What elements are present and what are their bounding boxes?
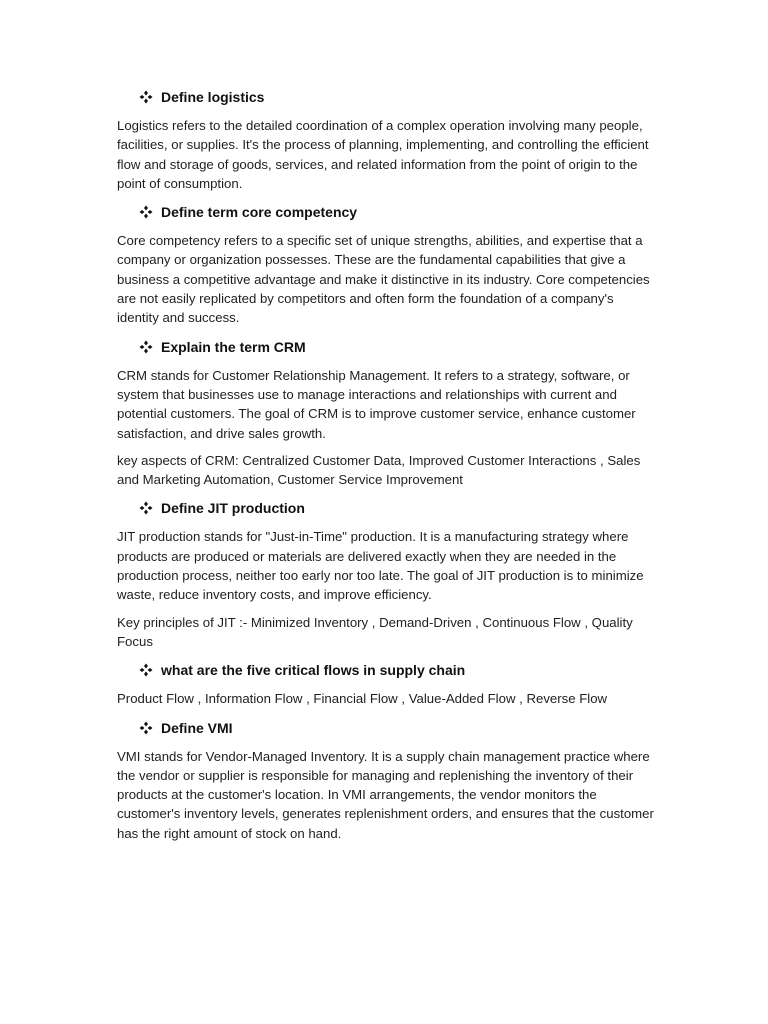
heading-text: what are the five critical flows in supply chain bbox=[161, 662, 466, 679]
paragraph: key aspects of CRM: Centralized Customer Data, Improved Customer Interactions , Sales and Marketing Automation, Customer Service Improvement bbox=[117, 452, 641, 488]
section-heading bbox=[139, 497, 657, 519]
four-diamond-bullet-icon bbox=[139, 340, 153, 354]
section-critical-flows bbox=[117, 659, 657, 708]
paragraph: Key principles of JIT :- Minimized Inventory , Demand-Driven , Continuous Flow , Quality Focus bbox=[117, 614, 633, 649]
four-diamond-bullet-icon bbox=[139, 501, 153, 515]
section-core-competency bbox=[117, 201, 657, 327]
document-page bbox=[117, 86, 657, 851]
paragraph: Core competency refers to a specific set of unique strengths, abilities, and expertise that a company or organization possesses. These are the fundamental capabilities that give a business a competitive advantage and make it distinctive in its industry. Core competencies are not easily replicated by competitors and often form the foundation of a company's identity and success. bbox=[117, 233, 650, 326]
section-vmi bbox=[117, 717, 657, 843]
heading-text: Define VMI bbox=[161, 719, 233, 736]
four-diamond-bullet-icon bbox=[139, 90, 153, 104]
heading-text: Define logistics bbox=[161, 89, 265, 105]
section-crm bbox=[117, 336, 657, 490]
paragraph: VMI stands for Vendor-Managed Inventory. It is a supply chain management practice where the vendor or supplier is responsible for managing and replenishing the inventory of their products at the customer's location. In VMI arrangements, the vendor monitors the customer's inventory levels, generates replenishment orders, and ensures that the customer has the right amount of stock on hand. bbox=[117, 748, 654, 841]
four-diamond-bullet-icon bbox=[139, 205, 153, 219]
section-jit-production bbox=[117, 497, 657, 651]
paragraph: CRM stands for Customer Relationship Management. It refers to a strategy, software, or system that businesses use to manage interactions and relationships with current and potential customers. The goal of CRM is to improve customer service, enhance customer satisfaction, and drive sales growth. bbox=[117, 367, 636, 441]
heading-text: Define JIT production bbox=[161, 500, 305, 517]
four-diamond-bullet-icon bbox=[139, 663, 153, 677]
four-diamond-bullet-icon bbox=[139, 721, 153, 735]
section-heading bbox=[139, 336, 657, 358]
heading-text: Explain the term CRM bbox=[161, 338, 306, 355]
section-heading bbox=[139, 201, 657, 223]
paragraph: JIT production stands for "Just-in-Time" production. It is a manufacturing strategy where products are produced or materials are delivered exactly when they are needed in the production process, neither too early nor too late. The goal of JIT production is to minimize waste, reduce inventory costs, and improve efficiency. bbox=[117, 529, 644, 603]
section-heading bbox=[139, 659, 657, 681]
section-heading bbox=[139, 717, 657, 739]
section-heading bbox=[139, 86, 657, 108]
heading-text: Define term core competency bbox=[161, 204, 358, 221]
section-define-logistics bbox=[117, 86, 657, 193]
paragraph: Product Flow , Information Flow , Financial Flow , Value-Added Flow , Reverse Flow bbox=[117, 691, 608, 707]
paragraph: Logistics refers to the detailed coordination of a complex operation involving many people, facilities, or supplies. It's the process of planning, implementing, and controlling the efficient flow and storage of goods, services, and related information from the point of origin to the point of consumption. bbox=[117, 118, 649, 191]
